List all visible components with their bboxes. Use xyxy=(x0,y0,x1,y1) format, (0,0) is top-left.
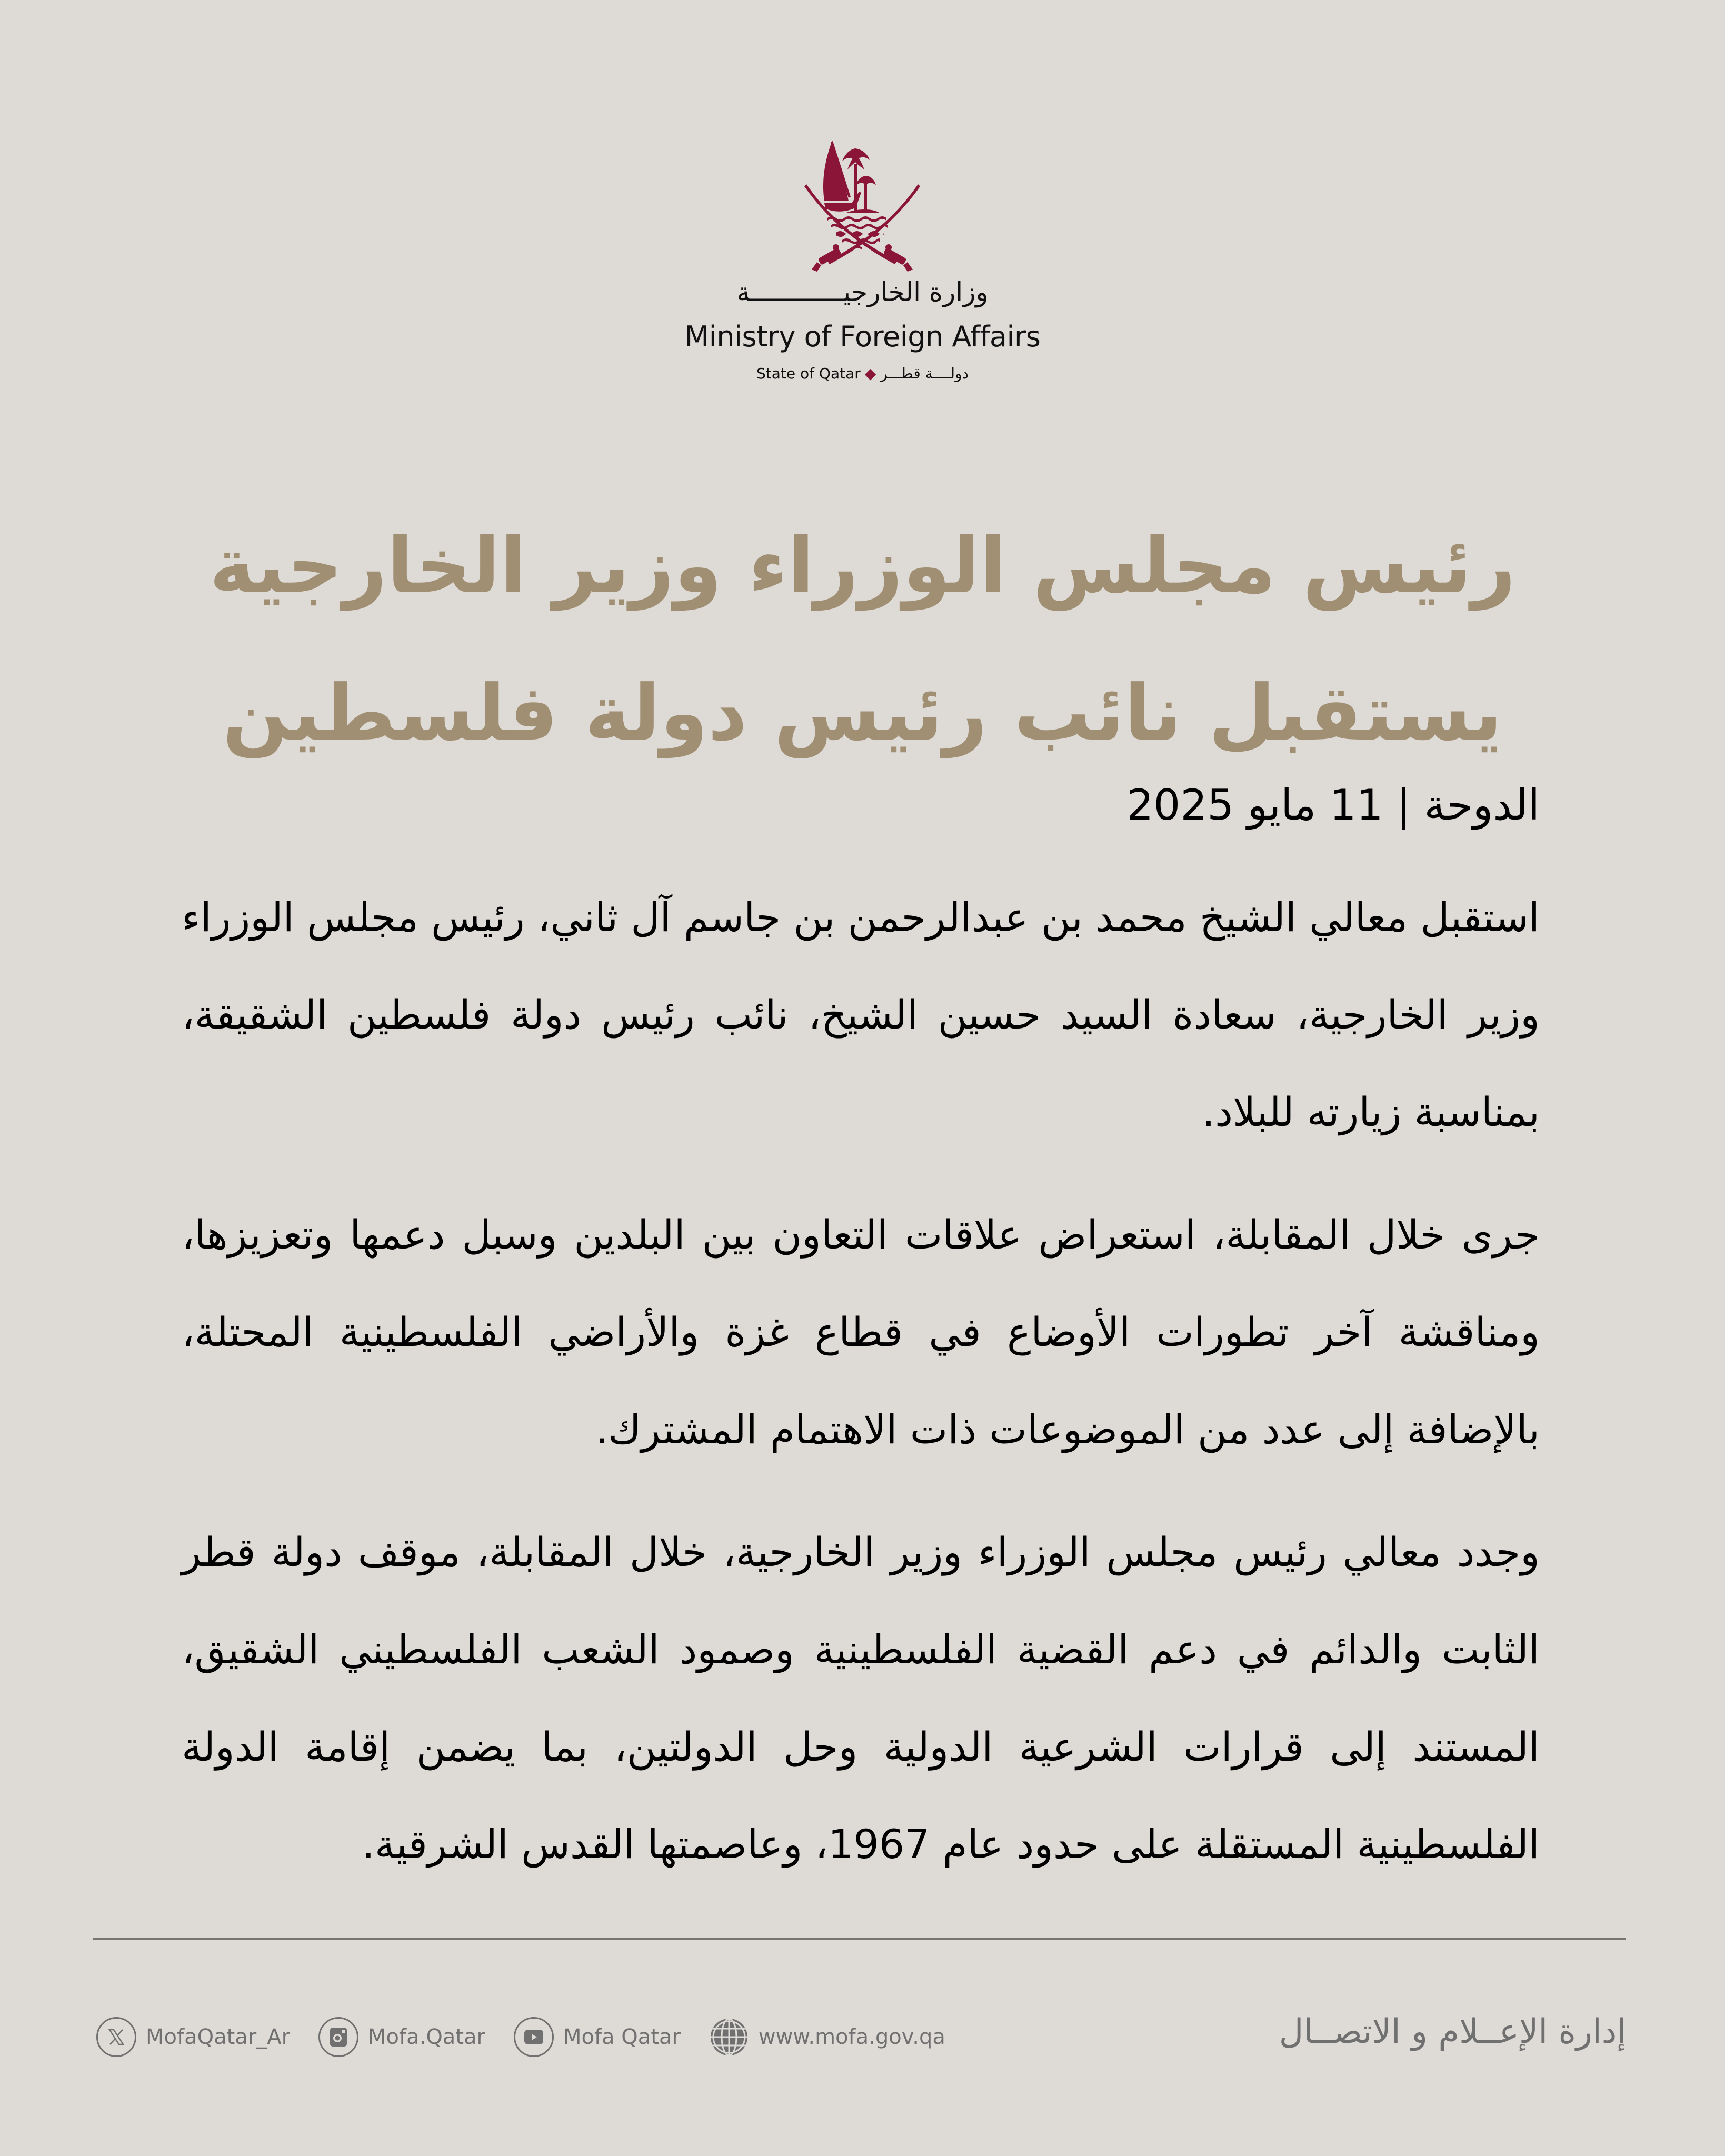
social-link-label: Mofa.Qatar xyxy=(368,2025,485,2049)
youtube-icon xyxy=(514,2017,554,2057)
social-link-label: MofaQatar_Ar xyxy=(146,2025,291,2049)
press-release-title xyxy=(174,492,1551,787)
website-link-label: www.mofa.gov.qa xyxy=(758,2025,945,2049)
qatar-emblem-icon xyxy=(794,138,931,272)
state-of-qatar-line xyxy=(0,363,1725,384)
instagram-icon xyxy=(318,2017,358,2057)
department-name: إدارة الإعــلام و الاتصــال xyxy=(1279,2012,1626,2051)
title-line-2: يستقبل نائب رئيس دولة فلسطين xyxy=(222,668,1503,758)
x-icon xyxy=(96,2017,136,2057)
social-link-x[interactable] xyxy=(96,2017,290,2057)
social-link-youtube[interactable] xyxy=(514,2017,681,2057)
ministry-wordmark-english: Ministry of Foreign Affairs xyxy=(684,320,1041,353)
dateline-city: الدوحة xyxy=(1424,781,1540,830)
dateline xyxy=(1127,776,1540,834)
dateline-date: 11 مايو 2025 xyxy=(1126,781,1383,830)
social-link-instagram[interactable] xyxy=(318,2017,485,2057)
globe-icon xyxy=(709,2017,749,2057)
body-paragraph-1: استقبل معالي الشيخ محمد بن عبدالرحمن بن جاسم آل ثاني، رئيس مجلس الوزراء وزير الخارجية، سعادة السيد حسين الشيخ، نائب رئيس دولة فلسطين الشقيقة، بمناسبة زيارته للبلاد. xyxy=(182,894,1540,1135)
title-line-1: رئيس مجلس الوزراء وزير الخارجية xyxy=(209,521,1516,611)
body-paragraph-3: وجدد معالي رئيس مجلس الوزراء وزير الخارجية، خلال المقابلة، موقف دولة قطر الثابت والدائم في دعم القضية الفلسطينية وصمود الشعب الفلسطيني الشقيق، المستند إلى قرارات الشرعية الدولية وحل الدولتين، بما يضمن إقامة الدولة الفلسطينية المستقلة على حدود عام 1967، وعاصمتها القدس الشرقية. xyxy=(182,1529,1540,1868)
social-link-label: Mofa Qatar xyxy=(563,2025,681,2049)
press-release-body xyxy=(182,869,1540,1918)
diamond-separator-icon: ◆ xyxy=(864,365,876,382)
social-links xyxy=(96,2016,974,2058)
state-name-english: State of Qatar xyxy=(756,365,861,382)
body-paragraph-2: جرى خلال المقابلة، استعراض علاقات التعاون بين البلدين وسبل دعمها وتعزيزها، ومناقشة آخر تطورات الأوضاع في قطاع غزة والأراضي الفلسطينية المحتلة، بالإضافة إلى عدد من الموضوعات ذات الاهتمام المشترك. xyxy=(182,1211,1540,1453)
state-name-arabic: دولــــة قطـــر xyxy=(880,365,969,382)
footer-divider xyxy=(93,1938,1626,1940)
dateline-separator: | xyxy=(1397,781,1411,830)
website-link[interactable] xyxy=(709,2017,945,2057)
ministry-wordmark-arabic: وزارة الخارجيــــــــــــة xyxy=(736,277,989,307)
